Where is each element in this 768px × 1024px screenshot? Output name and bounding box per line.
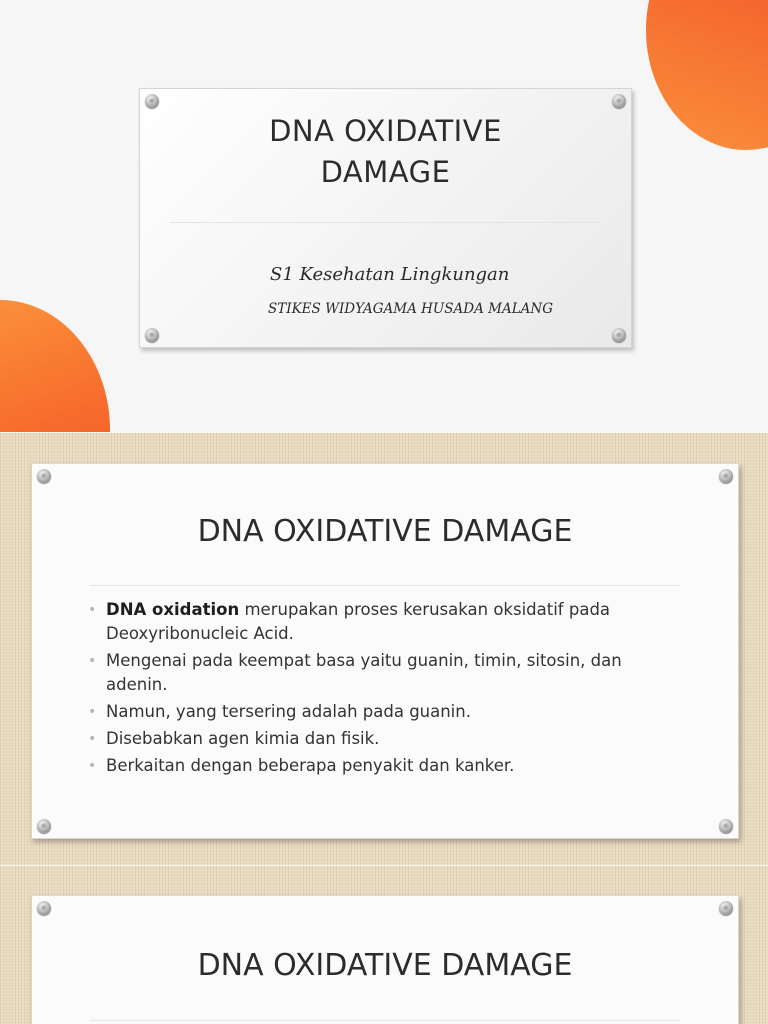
bullet-list [88, 598, 678, 781]
bullet-dot-icon: • [88, 758, 97, 774]
bullet-text: Mengenai pada keempat basa yaitu guanin, timin, sitosin, dan adenin. [106, 651, 622, 694]
slide-1-title [0, 0, 768, 432]
screw-icon [37, 901, 51, 915]
bullet-item [88, 649, 678, 697]
title-plate [139, 88, 632, 348]
divider [170, 222, 600, 223]
screw-icon [612, 94, 626, 108]
bullet-item [88, 598, 678, 646]
slide-2-content [0, 433, 768, 865]
bullet-dot-icon: • [88, 602, 97, 618]
screw-icon [37, 819, 51, 833]
slide-1-heading [140, 111, 631, 193]
slide-2-heading: DNA OXIDATIVE DAMAGE [197, 514, 573, 549]
slide-1-institution: STIKES WIDYAGAMA HUSADA MALANG [268, 301, 554, 317]
bullet-text: Disebabkan agen kimia dan fisik. [106, 729, 380, 748]
content-plate [31, 895, 739, 1024]
bullet-item [88, 700, 678, 724]
bullet-text: Berkaitan dengan beberapa penyakit dan kanker. [106, 756, 515, 775]
orange-decoration-bottom-left [0, 300, 110, 432]
screw-icon [37, 469, 51, 483]
divider [90, 1020, 680, 1021]
slide-1-heading-line-1: DNA OXIDATIVE [269, 114, 502, 148]
orange-decoration-top-right [646, 0, 768, 150]
screw-icon [145, 328, 159, 342]
screw-icon [612, 328, 626, 342]
screw-icon [719, 901, 733, 915]
bullet-item [88, 727, 678, 751]
bullet-text: Namun, yang tersering adalah pada guanin. [106, 702, 471, 721]
bullet-dot-icon: • [88, 704, 97, 720]
screw-icon [145, 94, 159, 108]
slide-3-heading: DNA OXIDATIVE DAMAGE [197, 948, 573, 983]
bullet-bold-term: DNA oxidation [106, 600, 240, 619]
bullet-item [88, 754, 678, 778]
divider [90, 585, 680, 586]
bullet-text: merupakan proses kerusakan oksidatif pada Deoxyribonucleic Acid. [106, 600, 611, 643]
slide-1-heading-line-2: DAMAGE [320, 155, 451, 189]
bullet-dot-icon: • [88, 653, 97, 669]
slide-3-content [0, 866, 768, 1024]
slide-1-subtitle: S1 Kesehatan Lingkungan [270, 264, 510, 285]
content-plate [31, 463, 739, 839]
bullet-dot-icon: • [88, 731, 97, 747]
screw-icon [719, 819, 733, 833]
screw-icon [719, 469, 733, 483]
